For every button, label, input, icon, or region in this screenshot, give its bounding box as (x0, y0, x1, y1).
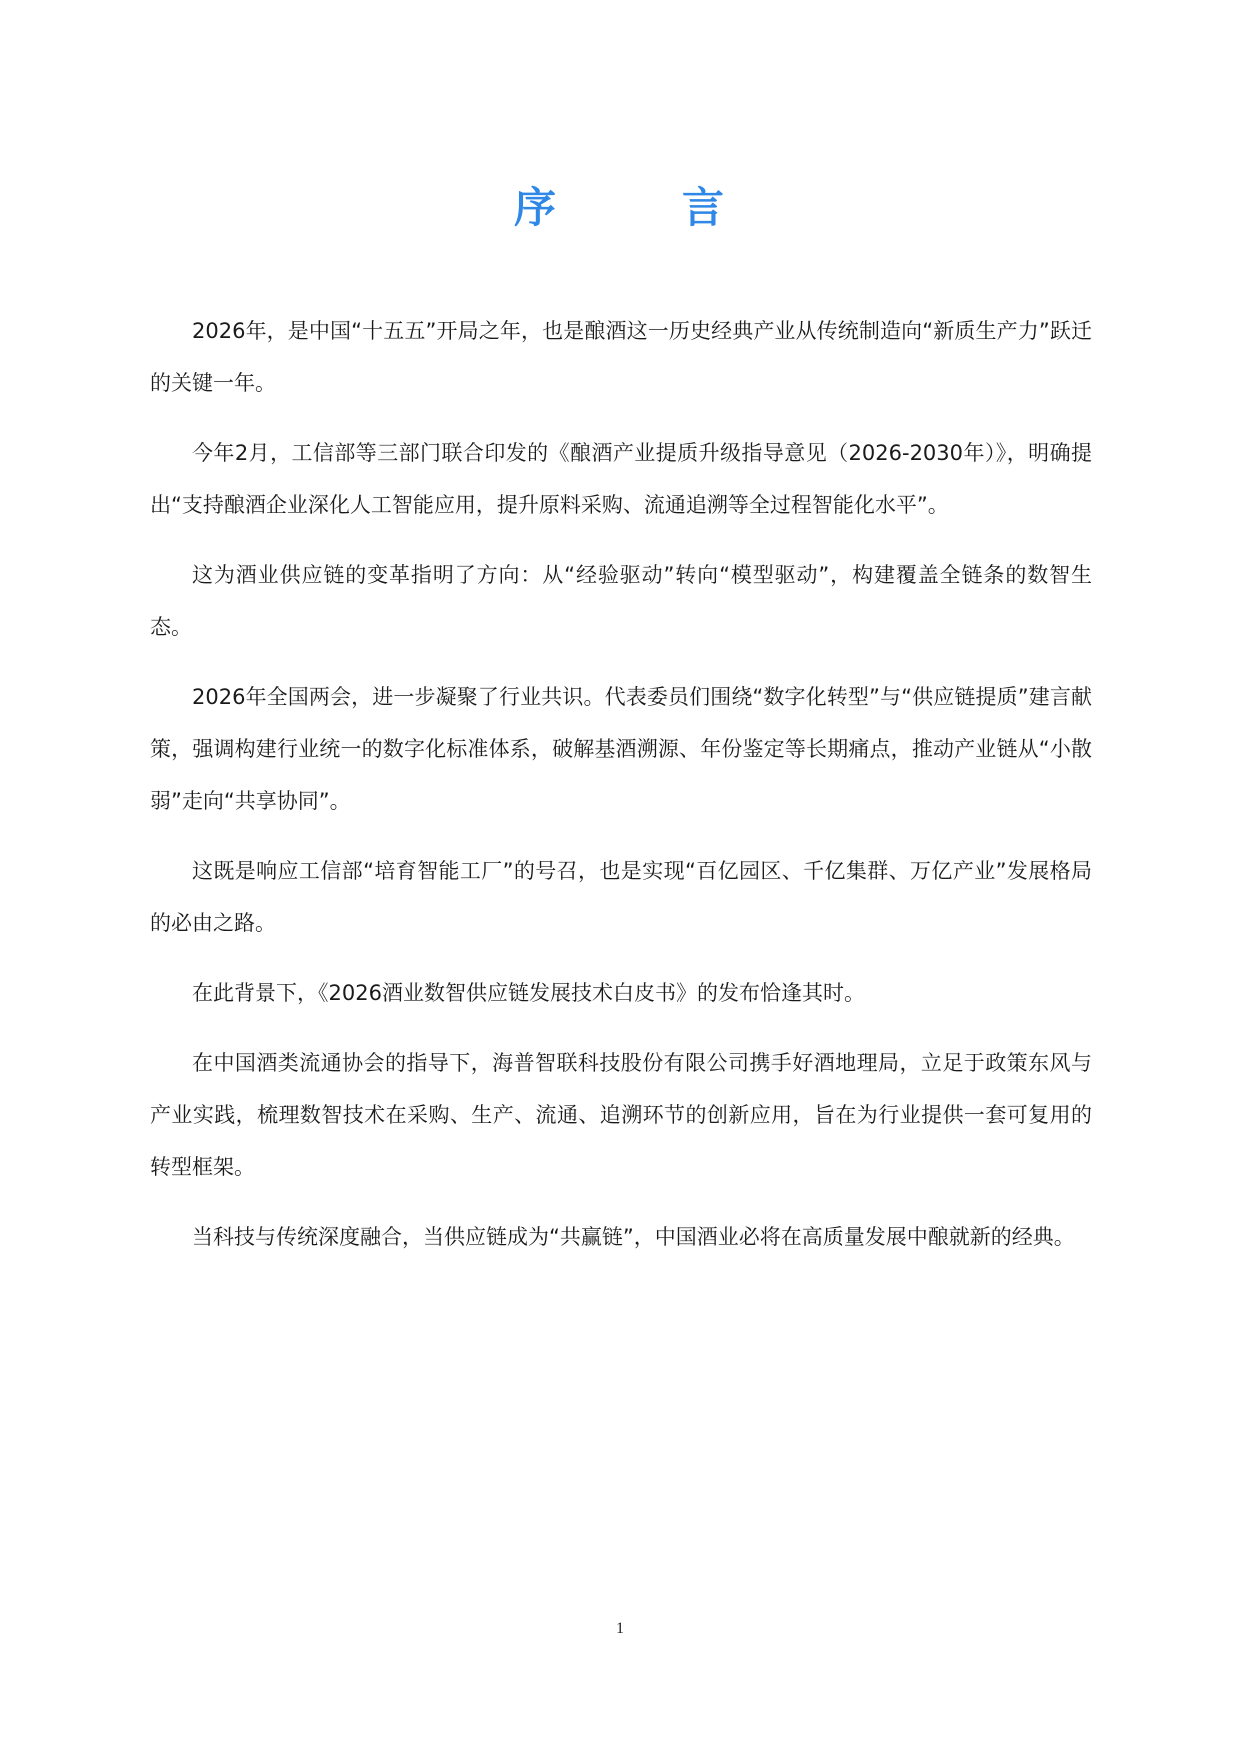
paragraph: 当科技与传统深度融合，当供应链成为“共赢链”，中国酒业必将在高质量发展中酿就新的经典。 (192, 1225, 1075, 1249)
paragraph: 2026年，是中国“十五五”开局之年，也是酿酒这一历史经典产业从传统制造向“新质生产力”跃迁的关键一年。 (150, 319, 1092, 395)
paragraph: 2026年全国两会，进一步凝聚了行业共识。代表委员们围绕“数字化转型”与“供应链提质”建言献策，强调构建行业统一的数字化标准体系，破解基酒溯源、年份鉴定等长期痛点，推动产业链从“小散弱”走向“共享协同”。 (150, 685, 1092, 813)
title-char-2: 言 (682, 183, 727, 233)
page-title (0, 178, 1240, 238)
paragraph: 在中国酒类流通协会的指导下，海普智联科技股份有限公司携手好酒地理局，立足于政策东风与产业实践，梳理数智技术在采购、生产、流通、追溯环节的创新应用，旨在为行业提供一套可复用的转型框架。 (150, 1051, 1092, 1179)
title-char-1: 序 (513, 183, 558, 233)
paragraph: 这为酒业供应链的变革指明了方向：从“经验驱动”转向“模型驱动”，构建覆盖全链条的数智生态。 (150, 563, 1092, 639)
paragraph: 在此背景下，《2026酒业数智供应链发展技术白皮书》的发布恰逢其时。 (192, 981, 865, 1005)
page-number: 1 (616, 1620, 624, 1637)
paragraph: 这既是响应工信部“培育智能工厂”的号召，也是实现“百亿园区、千亿集群、万亿产业”发展格局的必由之路。 (150, 859, 1092, 935)
body-text (150, 305, 1092, 1281)
paragraph: 今年2月，工信部等三部门联合印发的《酿酒产业提质升级指导意见（2026-2030年）》，明确提出“支持酿酒企业深化人工智能应用，提升原料采购、流通追溯等全过程智能化水平”。 (150, 441, 1092, 517)
